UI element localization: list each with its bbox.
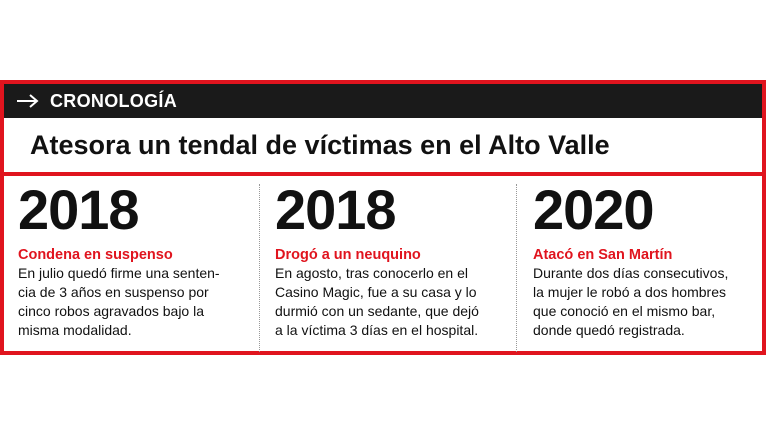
entry-line: cia de 3 años en suspenso por <box>18 284 209 300</box>
entry-line: cinco robos agravados bajo la <box>18 303 205 319</box>
entry-line: a la víctima 3 días en el hospital. <box>275 322 479 338</box>
entry-body <box>533 264 770 340</box>
entry-title: Drogó a un neuquino <box>275 247 421 263</box>
entry-line: la mujer le robó a dos hombres <box>533 284 726 300</box>
entry-line: durmió con un sedante, que dejó <box>275 303 479 319</box>
entry-year: 2018 <box>18 178 139 241</box>
entry-title: Condena en suspenso <box>18 247 173 263</box>
entry-title: Atacó en San Martín <box>533 247 673 263</box>
timeline-entry-2 <box>275 176 515 351</box>
entry-line: En julio quedó firme una senten- <box>18 265 220 281</box>
section-kicker <box>4 84 762 118</box>
headline: Atesora un tendal de víctimas en el Alto Valle <box>30 129 610 160</box>
entry-line: Durante dos días consecutivos, <box>533 265 729 281</box>
entry-line: que conoció en el mismo bar, <box>533 303 716 319</box>
entry-body <box>18 264 258 340</box>
entry-line: Casino Magic, fue a su casa y lo <box>275 284 477 300</box>
column-divider <box>516 184 517 352</box>
entry-year: 2018 <box>275 178 396 241</box>
kicker-label: CRONOLOGÍA <box>50 90 177 111</box>
entry-line: donde quedó registrada. <box>533 322 685 338</box>
entry-line: En agosto, tras conocerlo en el <box>275 265 469 281</box>
column-divider <box>259 184 260 352</box>
entry-year: 2020 <box>533 178 654 241</box>
entry-body <box>275 264 515 340</box>
timeline-entry-3 <box>533 176 770 351</box>
arrow-right-icon <box>16 93 40 109</box>
entry-line: misma modalidad. <box>18 322 132 338</box>
timeline-entry-1 <box>18 176 258 351</box>
